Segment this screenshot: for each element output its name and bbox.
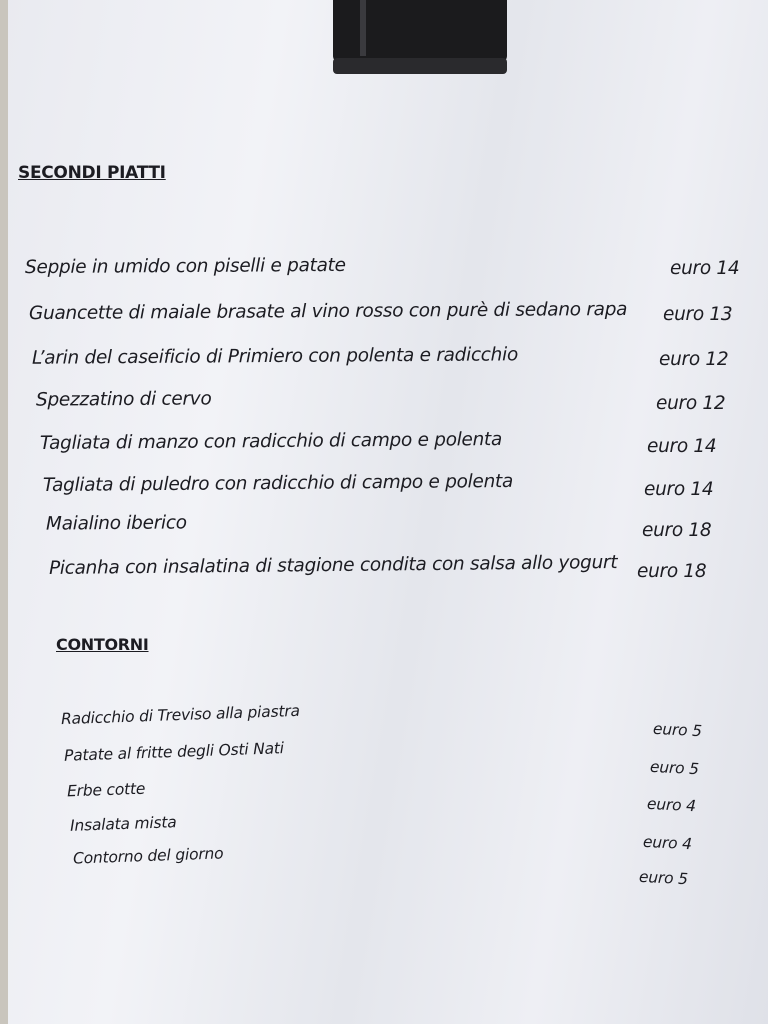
menu-item-price: euro 18 xyxy=(642,520,712,541)
side-item-name: Patate al fritte degli Osti Nati xyxy=(63,739,285,765)
menu-item-price: euro 12 xyxy=(656,393,726,414)
side-item-name: Radicchio di Treviso alla piastra xyxy=(60,701,301,729)
side-item-price: euro 5 xyxy=(652,719,703,741)
side-item-price: euro 4 xyxy=(642,832,693,854)
paper-edge-shadow xyxy=(0,0,8,1024)
side-item-price: euro 4 xyxy=(646,794,697,816)
menu-item-price: euro 18 xyxy=(637,561,707,582)
binder-clip-bar xyxy=(333,58,507,74)
binder-clip-highlight xyxy=(360,0,366,56)
menu-item-name: Spezzatino di cervo xyxy=(35,388,212,411)
side-item-price: euro 5 xyxy=(638,867,689,889)
menu-item-price: euro 12 xyxy=(659,349,729,370)
section-title-secondi: SECONDI PIATTI xyxy=(18,163,166,183)
menu-item-name: Seppie in umido con piselli e patate xyxy=(24,254,346,279)
section-title-contorni: CONTORNI xyxy=(56,635,149,654)
side-item-price: euro 5 xyxy=(649,757,700,779)
side-item-name: Contorno del giorno xyxy=(72,844,224,868)
side-item-name: Insalata mista xyxy=(69,813,177,835)
menu-item-name: Tagliata di puledro con radicchio di campo e polenta xyxy=(42,470,514,497)
menu-item-price: euro 14 xyxy=(670,258,740,279)
menu-item-name: Picanha con insalatina di stagione condita con salsa allo yogurt xyxy=(48,552,618,579)
menu-item-name: L’arin del caseificio di Primiero con polenta e radicchio xyxy=(31,344,519,369)
menu-item-name: Tagliata di manzo con radicchio di campo e polenta xyxy=(39,428,503,455)
menu-item-name: Guancette di maiale brasate al vino rosso con purè di sedano rapa xyxy=(28,298,628,325)
menu-item-price: euro 13 xyxy=(663,304,733,325)
menu-item-name: Maialino iberico xyxy=(45,512,187,535)
side-item-name: Erbe cotte xyxy=(66,779,146,801)
menu-item-price: euro 14 xyxy=(647,436,717,457)
menu-item-price: euro 14 xyxy=(644,479,714,500)
